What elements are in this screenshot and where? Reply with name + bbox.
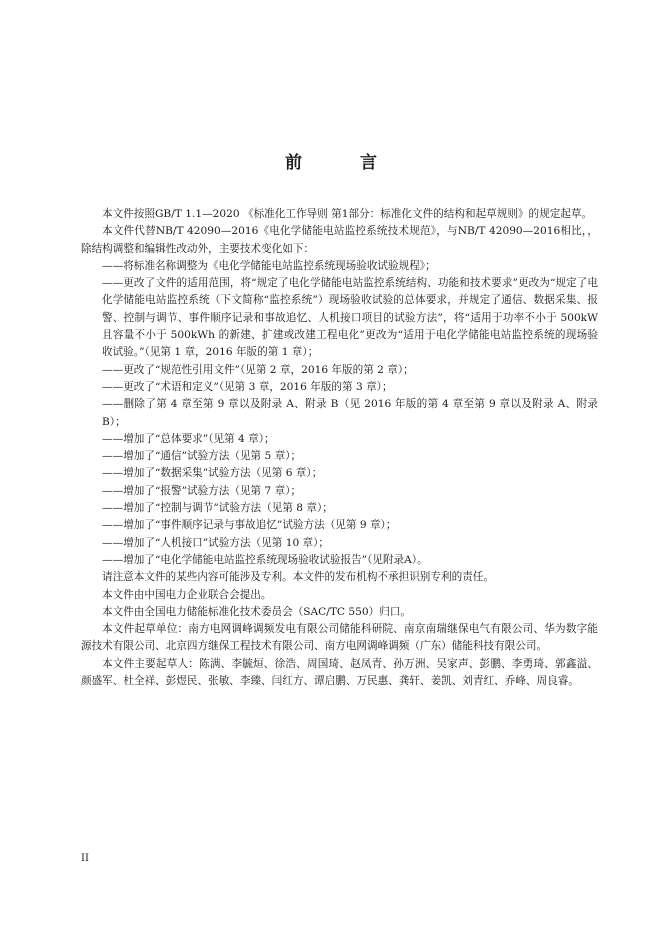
paragraph-drafting-basis: 本文件按照GB/T 1.1—2020 《标准化工作导则 第1部分：标准化文件的结构和起草规则》的规定起草。 bbox=[102, 208, 593, 220]
paragraph-centralized-by: 本文件由全国电力储能标准化技术委员会（SAC/TC 550）归口。 bbox=[102, 605, 411, 618]
change-item: ——更改了“术语和定义”（见第 3 章，2016 年版的第 3 章）； bbox=[102, 380, 393, 393]
paragraph-proposed-by: 本文件由中国电力企业联合会提出。 bbox=[102, 588, 272, 601]
change-item: ——增加了“电化学储能电站监控系统现场验收试验报告”（见附录A）。 bbox=[102, 553, 428, 566]
paragraph-drafters: 本文件主要起草人：陈满、李毓烜、徐浩、周国琦、赵凤青、孙万洲、吴家声、彭鹏、李勇琦、郭鑫溢、颜盛军、杜全祥、彭煜民、张敏、李臻、闫红方、谭启鹏、万民惠、龚轩、姜凯、刘青红、乔峰、周良睿。 bbox=[81, 657, 598, 688]
paragraph-drafting-units: 本文件起草单位：南方电网调峰调频发电有限公司储能科研院、南京南瑞继保电气有限公司、华为数字能源技术有限公司、北京四方继保工程技术有限公司、南方电网调峰调频（广东）储能科技有限公司。 bbox=[81, 623, 598, 653]
change-item: ——增加了“事件顺序记录与事故追忆”试验方法（见第 9 章）； bbox=[102, 519, 397, 532]
page-title: 前 言 bbox=[285, 153, 403, 173]
page-number: II bbox=[81, 853, 89, 864]
paragraph-patent-notice: 请注意本文件的某些内容可能涉及专利。本文件的发布机构不承担识别专利的责任。 bbox=[102, 571, 494, 584]
change-item: ——增加了“控制与调节”试验方法（见第 8 章）； bbox=[102, 502, 333, 515]
change-item: ——更改了文件的适用范围，将“规定了电化学储能电站监控系统结构、功能和技术要求”更改为“规定了电化学储能电站监控系统（下文简称“监控系统”）现场验收试验的总体要求，并规定了通信、数据采集、报警、控制与调节、事件顺序记录和事故追忆、人机接口项目的试验方法”，将“适用于功率不小于 500kW 且容量不小于 500kWh 的新建、扩建或改建工程电化”更改为“适用于电化学储能电站监控系统的现场验收试验。”（见第 1 章，2016 年版的第 1 章）； bbox=[102, 277, 598, 359]
foreword-body bbox=[81, 206, 598, 690]
change-item: ——删除了第 4 章至第 9 章以及附录 A、附录 B（见 2016 年版的第 4 章至第 9 章以及附录 A、附录 B）； bbox=[102, 398, 598, 428]
change-item: ——增加了“通信”试验方法（见第 5 章）； bbox=[102, 450, 302, 463]
change-item: ——将标准名称调整为《电化学储能电站监控系统现场验收试验规程》； bbox=[102, 259, 436, 272]
change-item: ——更改了“规范性引用文件”（见第 2 章，2016 年版的第 2 章）； bbox=[102, 363, 414, 376]
paragraph-replacement: 本文件代替NB/T 42090—2016《电化学储能电站监控系统技术规范》，与NB/T 42090—2016相比，，除结构调整和编辑性改动外，主要技术变化如下： bbox=[81, 225, 598, 255]
change-item: ——增加了“报警”试验方法（见第 7 章）； bbox=[102, 484, 302, 497]
change-item: ——增加了“数据采集”试验方法（见第 6 章）； bbox=[102, 467, 323, 480]
change-item: ——增加了“人机接口”试验方法（见第 10 章）； bbox=[102, 536, 330, 549]
change-item: ——增加了“总体要求”（见第 4 章）； bbox=[102, 432, 275, 445]
